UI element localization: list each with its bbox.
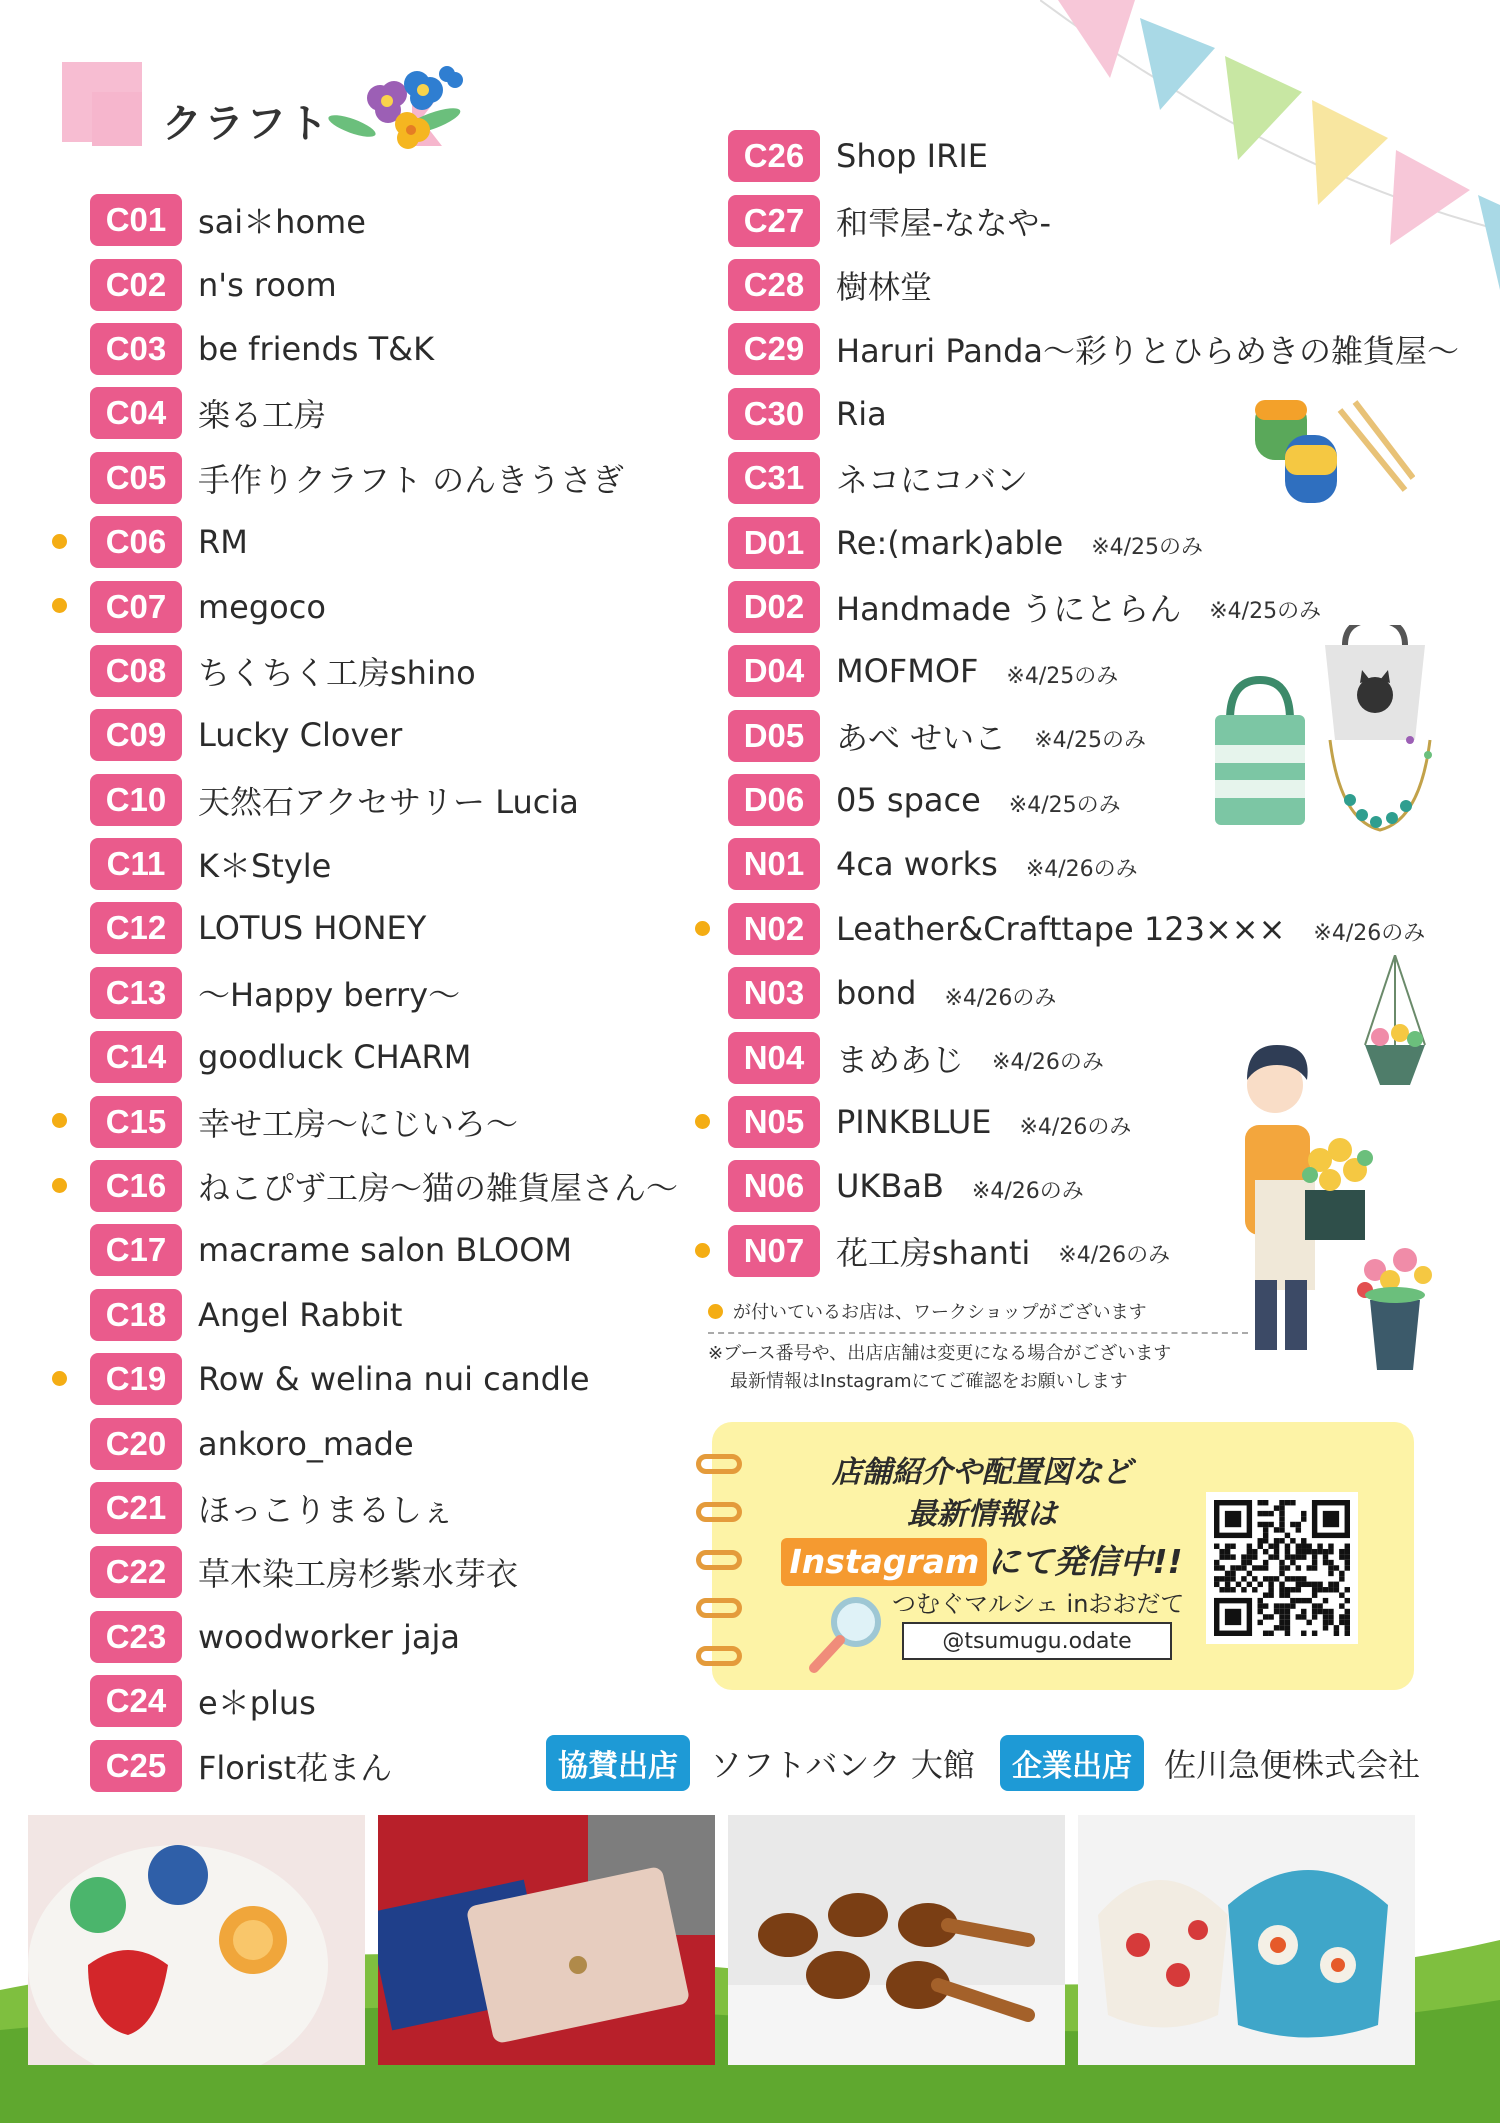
vendor-name: 手作りクラフト のんきうさぎ — [198, 460, 625, 499]
vendor-date-note: ※4/25のみ — [1006, 663, 1119, 689]
booth-code-badge: N06 — [728, 1160, 820, 1212]
section-header — [62, 62, 452, 150]
photo-wooden-scoops — [728, 1815, 1065, 2065]
vendor-row — [62, 188, 678, 252]
flower-bouquet-icon — [312, 66, 482, 156]
booth-code-badge: C20 — [90, 1418, 182, 1470]
sponsor-support — [546, 1735, 975, 1791]
vendor-name: goodluck CHARM — [198, 1038, 472, 1077]
notes-block — [708, 1298, 1248, 1396]
vendor-name: Leather&Crafttape 123××× — [836, 909, 1286, 948]
binder-ring-icon — [696, 1598, 742, 1618]
instagram-message — [772, 1452, 1192, 1586]
booth-code-badge: C30 — [728, 388, 820, 440]
qr-code-pattern — [1214, 1500, 1350, 1636]
workshop-legend — [708, 1298, 1248, 1334]
vendor-row — [700, 188, 1459, 252]
vendor-row — [62, 574, 678, 638]
booth-code-badge: D02 — [728, 581, 820, 633]
vendor-row — [62, 1669, 678, 1733]
booth-code-badge: N04 — [728, 1032, 820, 1084]
vendor-row — [62, 703, 678, 767]
vendor-row — [62, 1411, 678, 1475]
sponsor-corporate — [1000, 1735, 1420, 1791]
workshop-dot-icon — [52, 1371, 67, 1386]
vendor-row — [62, 510, 678, 574]
change-notice: ※ブース番号や、出店店舗は変更になる場合がございます — [708, 1343, 1172, 1364]
booth-code-badge: C28 — [728, 259, 820, 311]
booth-code-badge: C22 — [90, 1546, 182, 1598]
vendor-row — [62, 317, 678, 381]
vendor-name: Haruri Panda〜彩りとひらめきの雑貨屋〜 — [836, 332, 1460, 371]
vendor-name: PINKBLUE — [836, 1103, 992, 1142]
vendor-name: 〜Happy berry〜 — [198, 975, 461, 1014]
vendor-name: 4ca works — [836, 845, 998, 884]
instagram-account-name: つむぐマルシェ inおおだて — [892, 1590, 1185, 1618]
vendor-name: K＊Style — [198, 847, 332, 886]
booth-code-badge: C29 — [728, 323, 820, 375]
binder-ring-icon — [696, 1646, 742, 1666]
instagram-notice: 最新情報はInstagramにてご確認をお願いします — [730, 1371, 1128, 1392]
booth-code-badge: D01 — [728, 517, 820, 569]
booth-code-badge: D04 — [728, 645, 820, 697]
vendor-name: woodworker jaja — [198, 1617, 460, 1656]
booth-code-badge: C02 — [90, 259, 182, 311]
vendor-name: LOTUS HONEY — [198, 909, 427, 948]
sponsor-label: 協賛出店 — [546, 1735, 690, 1791]
booth-code-badge: C21 — [90, 1482, 182, 1534]
flower-pot-icon — [1345, 1230, 1445, 1370]
booth-code-badge: C18 — [90, 1289, 182, 1341]
booth-code-badge: N02 — [728, 903, 820, 955]
binder-ring-icon — [696, 1454, 742, 1474]
sponsor-name: ソフトバンク 大館 — [710, 1746, 975, 1784]
booth-code-badge: C08 — [90, 645, 182, 697]
instagram-line-1: 店舗紹介や配置図など — [832, 1455, 1132, 1490]
vendor-row — [700, 510, 1459, 574]
vendor-name: ankoro_made — [198, 1424, 414, 1463]
instagram-badge: Instagram — [781, 1538, 987, 1586]
magnifier-icon — [804, 1590, 890, 1676]
booth-code-badge: C01 — [90, 194, 182, 246]
vendor-name: Florist花まん — [198, 1748, 393, 1787]
booth-code-badge: C12 — [90, 902, 182, 954]
vendor-date-note: ※4/26のみ — [1058, 1243, 1171, 1269]
vendor-name: bond — [836, 974, 917, 1013]
vendor-name: ねこぴず工房〜猫の雑貨屋さん〜 — [198, 1169, 679, 1208]
vendor-list-left — [62, 188, 678, 1798]
vendor-name: ほっこりまるしぇ — [198, 1491, 455, 1529]
booth-code-badge: C09 — [90, 709, 182, 761]
booth-code-badge: C31 — [728, 452, 820, 504]
workshop-dot-icon — [695, 1243, 710, 1258]
vendor-row — [62, 961, 678, 1025]
vendor-row — [62, 1218, 678, 1282]
necklace-icon — [1310, 730, 1440, 840]
vendor-name: Handmade うにとらん — [836, 589, 1182, 628]
vendor-name: Row & welina nui candle — [198, 1360, 590, 1399]
workshop-dot-icon — [52, 598, 67, 613]
workshop-legend-text: が付いているお店は、ワークショップがございます — [733, 1302, 1147, 1323]
vendor-date-note: ※4/25のみ — [1091, 535, 1204, 561]
booth-code-badge: N07 — [728, 1225, 820, 1277]
vendor-name: ちくちく工房shino — [198, 653, 476, 692]
vendor-row — [62, 1283, 678, 1347]
instagram-line-3 — [772, 1538, 1192, 1586]
booth-code-badge: D06 — [728, 774, 820, 826]
booth-code-badge: C17 — [90, 1224, 182, 1276]
booth-code-badge: C04 — [90, 387, 182, 439]
vendor-name: megoco — [198, 587, 326, 626]
vendor-name: Re:(mark)able — [836, 523, 1064, 562]
workshop-dot-icon — [695, 921, 710, 936]
vendor-row — [62, 1025, 678, 1089]
vendor-date-note: ※4/25のみ — [1034, 728, 1147, 754]
vendor-name: 花工房shanti — [836, 1233, 1031, 1272]
vendor-row — [62, 252, 678, 316]
booth-code-badge: D05 — [728, 710, 820, 762]
vendor-date-note: ※4/26のみ — [992, 1050, 1104, 1076]
booth-code-badge: C14 — [90, 1031, 182, 1083]
sponsor-name: 佐川急便株式会社 — [1164, 1746, 1421, 1784]
vendor-row — [62, 1089, 678, 1153]
vendor-date-note: ※4/26のみ — [1019, 1114, 1132, 1140]
vendor-row — [62, 1605, 678, 1669]
vendor-name: RM — [198, 523, 248, 562]
vendor-name: まめあじ — [836, 1040, 965, 1079]
vendor-row — [700, 897, 1459, 961]
vendor-row — [62, 639, 678, 703]
workshop-dot-icon — [52, 534, 67, 549]
vendor-row — [700, 961, 1459, 1025]
booth-code-badge: C23 — [90, 1611, 182, 1663]
vendor-row — [62, 1540, 678, 1604]
sponsor-label: 企業出店 — [1000, 1735, 1144, 1791]
vendor-row — [62, 1347, 678, 1411]
vendor-row — [700, 253, 1459, 317]
section-title: クラフト — [162, 101, 330, 147]
vendor-date-note: ※4/26のみ — [1313, 921, 1426, 947]
booth-code-badge: C11 — [90, 838, 182, 890]
vendor-name: 天然石アクセサリー Lucia — [198, 782, 579, 821]
booth-code-badge: C10 — [90, 774, 182, 826]
booth-code-badge: C24 — [90, 1675, 182, 1727]
qr-code[interactable] — [1206, 1492, 1358, 1644]
vendor-row — [700, 124, 1459, 188]
vendor-name: be friends T&K — [198, 329, 435, 368]
workshop-dot-icon — [708, 1304, 723, 1319]
vendor-name: MOFMOF — [836, 652, 979, 691]
yarn-icon — [1245, 390, 1415, 520]
vendor-name: 05 space — [836, 781, 981, 820]
booth-code-badge: C03 — [90, 323, 182, 375]
booth-code-badge: N01 — [728, 838, 820, 890]
photo-beaded-brooches — [28, 1815, 365, 2065]
vendor-name: Ria — [836, 394, 887, 433]
binder-ring-icon — [696, 1550, 742, 1570]
booth-code-badge: C06 — [90, 516, 182, 568]
instagram-line-2: 最新情報は — [907, 1497, 1057, 1532]
vendor-name: Shop IRIE — [836, 137, 988, 176]
booth-code-badge: C25 — [90, 1740, 182, 1792]
photo-drawstring-pouches — [1078, 1815, 1415, 2065]
booth-code-badge: C27 — [728, 195, 820, 247]
booth-code-badge: C16 — [90, 1160, 182, 1212]
vendor-date-note: ※4/25のみ — [1209, 599, 1322, 625]
vendor-date-note: ※4/26のみ — [1025, 856, 1138, 882]
vendor-name: Lucky Clover — [198, 716, 403, 755]
vendor-name: sai＊home — [198, 203, 366, 242]
workshop-dot-icon — [52, 1178, 67, 1193]
vendor-row — [62, 1476, 678, 1540]
vendor-name: macrame salon BLOOM — [198, 1231, 572, 1270]
booth-code-badge: N03 — [728, 967, 820, 1019]
vendor-name: 草木染工房杉紫水芽衣 — [198, 1555, 519, 1594]
booth-code-badge: C26 — [728, 130, 820, 182]
vendor-name: Angel Rabbit — [198, 1295, 403, 1334]
vendor-row — [62, 446, 678, 510]
booth-code-badge: N05 — [728, 1096, 820, 1148]
vendor-name: n's room — [198, 265, 337, 304]
vendor-row — [62, 381, 678, 445]
vendor-row — [62, 832, 678, 896]
vendor-name: 樹林堂 — [836, 267, 933, 306]
vendor-row — [62, 1154, 678, 1218]
vendor-date-note: ※4/26のみ — [971, 1178, 1084, 1204]
vendor-name: あべ せいこ — [836, 718, 1007, 757]
vendor-name: 幸せ工房〜にじいろ〜 — [198, 1104, 519, 1143]
vendor-row — [62, 896, 678, 960]
booth-code-badge: C19 — [90, 1353, 182, 1405]
instagram-handle[interactable]: @tsumugu.odate — [902, 1622, 1172, 1660]
vendor-name: ネコにコバン — [836, 461, 1029, 500]
vendor-row — [700, 317, 1459, 381]
vendor-date-note: ※4/25のみ — [1008, 792, 1121, 818]
booth-code-badge: C15 — [90, 1096, 182, 1148]
vendor-name: UKBaB — [836, 1167, 944, 1206]
instagram-card — [712, 1422, 1414, 1690]
booth-code-badge: C13 — [90, 967, 182, 1019]
photo-fabric-card-case — [378, 1815, 715, 2065]
booth-code-badge: C07 — [90, 581, 182, 633]
booth-code-badge: C05 — [90, 452, 182, 504]
binder-ring-icon — [696, 1502, 742, 1522]
workshop-dot-icon — [695, 1114, 710, 1129]
vendor-name: 楽る工房 — [198, 396, 327, 435]
vendor-name: e＊plus — [198, 1684, 316, 1723]
vendor-row — [62, 768, 678, 832]
workshop-dot-icon — [52, 1113, 67, 1128]
vendor-name: 和雫屋-ななや- — [836, 203, 1052, 242]
vendor-date-note: ※4/26のみ — [944, 985, 1057, 1011]
instagram-line-3-suffix: にて発信中!! — [987, 1542, 1183, 1581]
